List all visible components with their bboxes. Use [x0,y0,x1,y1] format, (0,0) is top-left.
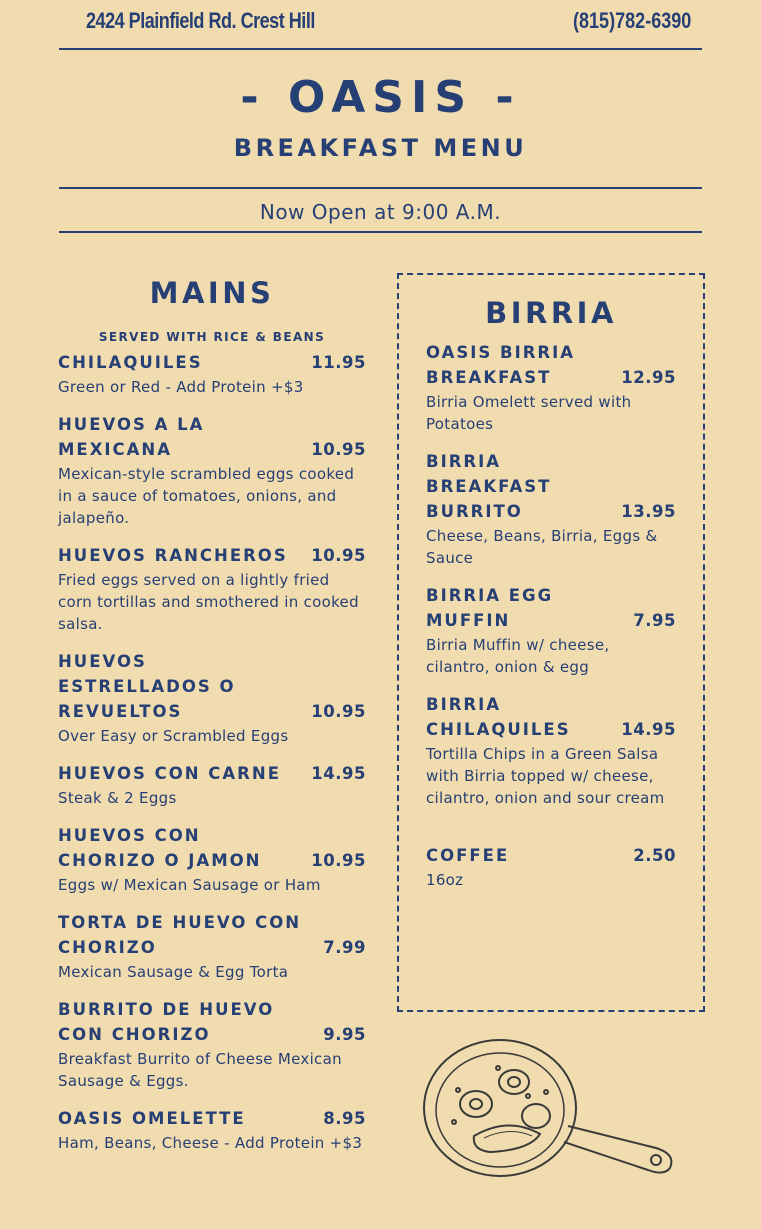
divider-hours-top [59,187,702,189]
item-price: 7.99 [323,938,366,957]
item-price: 10.95 [311,546,366,565]
restaurant-title: - OASIS - [240,72,521,123]
item-price: 8.95 [323,1109,366,1128]
item-description: Birria Omelett served with Potatoes [426,393,632,433]
item-description: Eggs w/ Mexican Sausage or Ham [58,876,321,894]
item-price: 7.95 [633,611,676,630]
menu-item [58,543,366,635]
menu-item [58,412,366,529]
item-price: 11.95 [311,353,366,372]
opening-hours: Now Open at 9:00 A.M. [259,200,502,224]
item-price: 14.95 [621,720,676,739]
item-name: BIRRIA CHILAQUILES [426,695,571,739]
item-price: 13.95 [621,502,676,521]
served-with-note: SERVED WITH RICE & BEANS [98,330,326,344]
skillet-rim [424,1040,576,1176]
item-description: Cheese, Beans, Birria, Eggs & Sauce [426,527,658,567]
mains-title: MAINS [149,276,275,310]
item-description: Mexican Sausage & Egg Torta [58,963,289,981]
menu-item [426,583,676,678]
item-description: Steak & 2 Eggs [58,789,177,807]
skillet-illustration [418,1030,688,1180]
item-name: HUEVOS A LA MEXICANA [58,415,205,459]
item-price: 10.95 [311,851,366,870]
item-price: 10.95 [311,702,366,721]
item-name: HUEVOS CON CARNE [58,764,281,783]
item-name: OASIS OMELETTE [58,1109,246,1128]
item-name: HUEVOS RANCHEROS [58,546,288,565]
divider-hours-bottom [59,231,702,233]
item-name: COFFEE [426,846,510,865]
item-price: 10.95 [311,440,366,459]
item-name: BIRRIA BREAKFAST BURRITO [426,452,552,521]
address: 2424 Plainfield Rd. Crest Hill [86,8,315,33]
menu-item [58,910,366,983]
phone-number[interactable]: (815)782-6390 [572,8,691,33]
egg-1 [460,1091,492,1117]
item-description: 16oz [426,871,464,889]
item-name: HUEVOS ESTRELLADOS O REVUELTOS [58,652,236,721]
item-description: Tortilla Chips in a Green Salsa with Birria topped w/ cheese, cilantro, onion and sour cream [426,745,665,807]
item-description: Breakfast Burrito of Cheese Mexican Sausage & Eggs. [58,1050,342,1090]
item-description: Ham, Beans, Cheese - Add Protein +$3 [58,1134,363,1152]
item-price: 9.95 [323,1025,366,1044]
menu-item [58,997,366,1092]
egg-3 [522,1104,550,1128]
item-name: CHILAQUILES [58,353,203,372]
item-name: BIRRIA EGG MUFFIN [426,586,554,630]
item-description: Over Easy or Scrambled Eggs [58,727,289,745]
menu-item [58,1106,366,1154]
item-description: Birria Muffin w/ cheese, cilantro, onion & egg [426,636,610,676]
item-description: Mexican-style scrambled eggs cooked in a sauce of tomatoes, onions, and jalapeño. [58,465,355,527]
item-description: Green or Red - Add Protein +$3 [58,378,304,396]
menu-item [426,692,676,809]
item-name: OASIS BIRRIA BREAKFAST [426,343,576,387]
menu-subtitle: BREAKFAST MENU [233,134,528,162]
item-description: Fried eggs served on a lightly fried corn tortillas and smothered in cooked salsa. [58,571,359,633]
item-price: 14.95 [311,764,366,783]
item-name: BURRITO DE HUEVO CON CHORIZO [58,1000,275,1044]
menu-item [58,350,366,398]
divider-top [59,48,702,50]
item-name: TORTA DE HUEVO CON CHORIZO [58,913,302,957]
birria-section [426,296,676,905]
menu-item [426,449,676,569]
item-price: 2.50 [633,846,676,865]
sausage [474,1125,540,1152]
item-price: 12.95 [621,368,676,387]
menu-item [58,761,366,809]
mains-section [58,276,366,1168]
menu-item-coffee [426,843,676,891]
menu-item [58,823,366,896]
birria-title: BIRRIA [485,296,617,330]
menu-item [426,340,676,435]
menu-item [58,649,366,747]
item-name: HUEVOS CON CHORIZO O JAMON [58,826,262,870]
egg-2 [499,1070,529,1094]
